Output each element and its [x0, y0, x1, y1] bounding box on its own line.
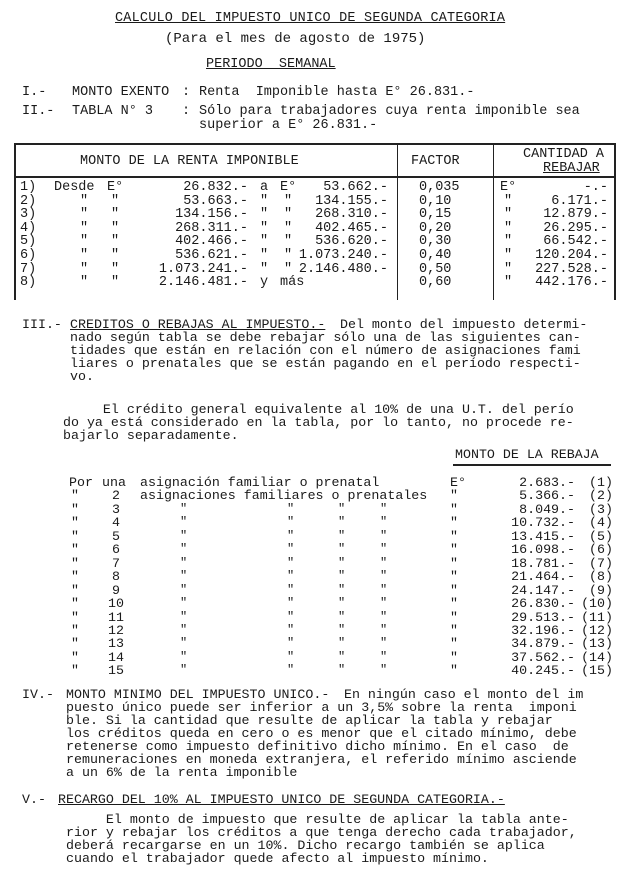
tax-row-factor: 0,30	[419, 234, 452, 250]
tax-row-cur2: "	[284, 220, 293, 236]
rebaja-row-por: "	[71, 596, 79, 612]
rebaja-row-amount: 24.147.-	[511, 582, 575, 598]
tax-row-cur2: "	[284, 207, 293, 223]
rebaja-row-count: 5	[112, 528, 120, 544]
section-5-line: cuando el trabajador quede afecto al impuesto mínimo.	[66, 851, 489, 866]
ditto-mark: "	[180, 569, 188, 584]
column-divider	[493, 145, 494, 300]
section-1-label: MONTO EXENTO	[72, 85, 170, 100]
rebaja-row-idx: (5)	[589, 528, 613, 544]
rebaja-row-desc: asignación familiar o prenatal	[140, 475, 380, 490]
section-5-heading: RECARGO DEL 10% AL IMPUESTO UNICO DE SEGUNDA CATEGORIA.-	[58, 792, 505, 807]
rebaja-row-amount: 37.562.-	[511, 649, 575, 665]
tax-row-cur2: E°	[280, 180, 297, 195]
ditto-mark: "	[287, 569, 295, 584]
ditto-mark: "	[338, 596, 346, 611]
tax-row-rebajar: 442.176.-	[535, 275, 608, 291]
rebaja-row-cur: E°	[450, 475, 466, 490]
tax-row-desde: "	[80, 220, 89, 236]
tax-row-cur: "	[111, 275, 120, 291]
rebaja-row-amount: 21.464.-	[511, 569, 575, 585]
rebaja-row-por: "	[71, 636, 79, 652]
rebaja-row-idx: (13)	[581, 636, 613, 652]
rebaja-row-count: una	[102, 475, 126, 490]
ditto-mark: "	[287, 555, 295, 570]
tax-row-rebajar: 227.528.-	[535, 261, 608, 277]
ditto-mark: "	[338, 582, 346, 597]
rebaja-header-underline	[453, 464, 611, 466]
ditto-mark: "	[287, 609, 295, 624]
ditto-mark: "	[287, 515, 295, 530]
rebaja-row-cur: "	[450, 515, 458, 531]
tax-row-rebajar: 66.542.-	[543, 234, 608, 250]
tax-row-n: 2)	[20, 193, 37, 209]
rebaja-row-por: "	[71, 609, 79, 625]
tax-row-factor: 0,50	[419, 261, 452, 277]
rebaja-row-amount: 5.366.-	[519, 488, 575, 504]
section-1-separator: :	[182, 85, 191, 100]
rebaja-row-count: 4	[112, 515, 120, 531]
tax-row-a: "	[260, 220, 269, 236]
section-3-para2-line: El crédito general equivalente al 10% de una U.T. del perío	[63, 402, 574, 417]
ditto-mark: "	[380, 528, 388, 543]
section-2-number: II.-	[22, 104, 55, 119]
rebaja-row-count: 6	[112, 542, 120, 558]
tax-row-rebajar: 120.204.-	[535, 248, 608, 263]
rebaja-row-cur: "	[450, 582, 458, 598]
tax-row-cur2: "	[284, 261, 293, 277]
rebaja-row-por: "	[71, 555, 79, 571]
tax-row-a: y	[260, 275, 269, 291]
tax-row-from: 268.311.-	[175, 220, 248, 236]
ditto-mark: "	[287, 501, 295, 516]
tax-row-to: 268.310.-	[315, 207, 388, 223]
tax-row-cur: E°	[107, 180, 124, 195]
section-4-line: puesto único puede ser inferior a un 3,5% sobre la renta imponi	[66, 700, 577, 715]
rebaja-row-count: 12	[108, 622, 124, 638]
header-cantidad-line2: REBAJAR	[543, 161, 600, 176]
rebaja-row-por: "	[71, 622, 79, 638]
tax-row-from: 402.466.-	[175, 234, 248, 250]
ditto-mark: "	[338, 663, 346, 678]
rebaja-row-amount: 26.830.-	[511, 596, 575, 612]
ditto-mark: "	[338, 636, 346, 651]
tax-row-cur: "	[111, 193, 120, 209]
ditto-mark: "	[338, 555, 346, 570]
section-3-line: liares o prenatales que se están pagando en el período respecti-	[70, 356, 581, 371]
rebaja-row-idx: (15)	[581, 663, 613, 679]
column-divider	[397, 145, 398, 300]
section-4-line: ble. Si la cantidad que resulte de aplicar la tabla y rebajar	[66, 713, 553, 728]
rebaja-row-cur: "	[450, 528, 458, 544]
rebaja-row-idx: (12)	[581, 622, 613, 638]
header-monto: MONTO DE LA RENTA IMPONIBLE	[80, 154, 299, 169]
ditto-mark: "	[338, 569, 346, 584]
ditto-mark: "	[338, 501, 346, 516]
section-3-heading: CREDITOS O REBAJAS AL IMPUESTO.-	[70, 317, 326, 332]
tax-row-desde: "	[80, 234, 89, 250]
tax-row-n: 1)	[20, 180, 37, 195]
rebaja-row-count: 15	[108, 663, 124, 679]
ditto-mark: "	[180, 596, 188, 611]
rebaja-row-por: "	[71, 488, 79, 504]
ditto-mark: "	[287, 582, 295, 597]
ditto-mark: "	[287, 663, 295, 678]
section-4-number: IV.-	[22, 687, 54, 702]
tax-row-cur3: "	[504, 193, 513, 209]
rebaja-row-por: "	[71, 542, 79, 558]
tax-row-rebajar: 26.295.-	[543, 220, 608, 236]
rebaja-row-amount: 8.049.-	[519, 501, 575, 517]
tax-row-factor: 0,60	[419, 275, 452, 291]
section-3-para2-line: bajarlo separadamente.	[63, 428, 239, 443]
tax-row-from: 1.073.241.-	[158, 261, 248, 277]
ditto-mark: "	[180, 542, 188, 557]
tax-row-n: 3)	[20, 207, 37, 223]
tax-row-cur2: más	[280, 275, 305, 291]
ditto-mark: "	[287, 649, 295, 664]
section-5-line: rior y rebajar los créditos a que tenga derecho cada trabajador,	[66, 825, 577, 840]
section-4-heading: MONTO MINIMO DEL IMPUESTO UNICO.-	[66, 687, 330, 702]
rebaja-row-count: 9	[112, 582, 120, 598]
rebaja-row-por: "	[71, 663, 79, 679]
tax-row-n: 8)	[20, 275, 37, 291]
ditto-mark: "	[380, 569, 388, 584]
rebaja-row-count: 2	[112, 488, 120, 504]
section-3-line: vo.	[70, 369, 94, 384]
section-3-para2-line: do ya está considerado en la tabla, por lo tanto, no procede re-	[63, 415, 574, 430]
section-4-line: los créditos queda en cero o es menor que el citado mínimo, debe	[66, 726, 577, 741]
tax-row-from: 2.146.481.-	[158, 275, 248, 291]
tax-row-factor: 0,15	[419, 207, 452, 223]
rebaja-row-por: "	[71, 569, 79, 585]
tax-row-cur2: "	[284, 193, 293, 209]
rebaja-row-desc: asignaciones familiares o prenatales	[140, 488, 428, 504]
rebaja-row-cur: "	[450, 596, 458, 612]
ditto-mark: "	[380, 663, 388, 678]
ditto-mark: "	[180, 555, 188, 570]
tax-row-cur3: "	[504, 207, 513, 223]
tax-row-factor: 0,40	[419, 248, 452, 263]
ditto-mark: "	[180, 663, 188, 678]
document-title: CALCULO DEL IMPUESTO UNICO DE SEGUNDA CATEGORIA	[115, 11, 506, 26]
ditto-mark: "	[380, 501, 388, 516]
ditto-mark: "	[180, 501, 188, 516]
rebaja-row-cur: "	[450, 555, 458, 571]
section-2-label: TABLA N° 3	[72, 104, 154, 119]
tax-row-cur3: "	[504, 234, 513, 250]
section-5-number: V.-	[22, 792, 46, 807]
ditto-mark: "	[380, 542, 388, 557]
tax-row-cur3: "	[504, 275, 513, 291]
ditto-mark: "	[180, 515, 188, 530]
rebaja-row-cur: "	[450, 501, 458, 517]
section-3-number: III.-	[22, 317, 62, 332]
rebaja-row-por: Por	[69, 475, 93, 490]
ditto-mark: "	[338, 649, 346, 664]
tax-row-a: a	[260, 180, 269, 195]
tax-row-desde: "	[80, 261, 89, 277]
section-4-line: En ningún caso el monto del im	[336, 687, 584, 702]
tax-row-from: 536.621.-	[175, 248, 248, 263]
rebaja-row-idx: (3)	[589, 501, 613, 517]
tax-row-n: 7)	[20, 261, 37, 277]
tax-row-desde: "	[80, 193, 89, 209]
tax-row-from: 134.156.-	[175, 207, 248, 223]
ditto-mark: "	[338, 528, 346, 543]
rebaja-row-cur: "	[450, 488, 458, 504]
tax-row-a: "	[260, 234, 269, 250]
ditto-mark: "	[287, 542, 295, 557]
rebaja-row-por: "	[71, 528, 79, 544]
rebaja-row-count: 7	[112, 555, 120, 571]
ditto-mark: "	[180, 622, 188, 637]
rebaja-row-amount: 34.879.-	[511, 636, 575, 652]
tax-row-cur3: E°	[500, 180, 517, 195]
rebaja-row-cur: "	[450, 649, 458, 665]
ditto-mark: "	[338, 609, 346, 624]
ditto-mark: "	[287, 622, 295, 637]
tax-row-cur: "	[111, 261, 120, 277]
tax-table	[14, 143, 616, 300]
section-4-line: remuneraciones en moneda extranjera, el referido mínimo asciende	[66, 752, 577, 767]
tax-row-cur: "	[111, 234, 120, 250]
ditto-mark: "	[380, 515, 388, 530]
rebaja-row-count: 3	[112, 501, 120, 517]
rebaja-row-cur: "	[450, 609, 458, 625]
rebaja-header: MONTO DE LA REBAJA	[455, 447, 599, 462]
rebaja-row-idx: (2)	[589, 488, 613, 504]
ditto-mark: "	[287, 636, 295, 651]
tax-row-from: 53.663.-	[183, 193, 248, 209]
tax-row-to: 53.662.-	[323, 180, 388, 195]
section-4-line: retenerse como impuesto definitivo dicho mínimo. En el caso de	[66, 739, 569, 754]
tax-row-desde: "	[80, 207, 89, 223]
tax-row-n: 4)	[20, 220, 37, 236]
rebaja-row-cur: "	[450, 663, 458, 679]
tax-row-factor: 0,10	[419, 193, 452, 209]
tax-row-cur3: "	[504, 220, 513, 236]
section-5-line: El monto de impuesto que resulte de aplicar la tabla ante-	[66, 812, 569, 827]
tax-row-desde: Desde	[54, 180, 95, 195]
tax-row-cur3: "	[504, 248, 513, 263]
ditto-mark: "	[380, 622, 388, 637]
tax-row-to: 536.620.-	[315, 234, 388, 250]
ditto-mark: "	[338, 622, 346, 637]
rebaja-row-cur: "	[450, 542, 458, 558]
rebaja-row-count: 11	[108, 609, 124, 625]
rebaja-row-por: "	[71, 649, 79, 665]
section-2-text-line1: Sólo para trabajadores cuya renta imponible sea	[199, 104, 580, 119]
rebaja-row-count: 14	[108, 649, 124, 665]
rebaja-row-idx: (6)	[589, 542, 613, 558]
tax-row-cur3: "	[504, 261, 513, 277]
tax-row-to: 134.155.-	[315, 193, 388, 209]
ditto-mark: "	[380, 596, 388, 611]
ditto-mark: "	[180, 636, 188, 651]
tax-row-a: "	[260, 193, 269, 209]
rebaja-row-amount: 40.245.-	[511, 663, 575, 679]
tax-row-cur: "	[111, 220, 120, 236]
tax-row-cur2: "	[284, 234, 293, 250]
tax-row-n: 6)	[20, 248, 37, 263]
ditto-mark: "	[180, 582, 188, 597]
ditto-mark: "	[380, 609, 388, 624]
tax-row-n: 5)	[20, 234, 37, 250]
tax-row-from: 26.832.-	[183, 180, 248, 195]
rebaja-row-amount: 10.732.-	[511, 515, 575, 531]
tax-row-factor: 0,20	[419, 220, 452, 236]
ditto-mark: "	[287, 596, 295, 611]
rebaja-row-count: 8	[112, 569, 120, 585]
rebaja-row-cur: "	[450, 622, 458, 638]
section-2-separator: :	[182, 104, 191, 119]
tax-row-desde: "	[80, 248, 89, 263]
section-3-line: tidades que están en relación con el número de asignaciones fami	[70, 343, 581, 358]
rebaja-row-idx: (1)	[589, 475, 613, 490]
rebaja-row-por: "	[71, 515, 79, 531]
section-5-line: deberá recargarse en un 10%. Dicho recargo también se aplica	[66, 838, 545, 853]
tax-row-to: 402.465.-	[315, 220, 388, 236]
tax-row-rebajar: -.-	[583, 180, 608, 195]
rebaja-row-idx: (10)	[581, 596, 613, 612]
ditto-mark: "	[180, 649, 188, 664]
rebaja-row-count: 10	[108, 596, 124, 612]
ditto-mark: "	[338, 542, 346, 557]
rebaja-row-idx: (4)	[589, 515, 613, 531]
tax-row-factor: 0,035	[419, 180, 460, 195]
tax-row-cur2: "	[284, 248, 293, 263]
section-1-text: Renta Imponible hasta E° 26.831.-	[199, 85, 475, 100]
ditto-mark: "	[380, 555, 388, 570]
section-1-number: I.-	[22, 85, 47, 100]
rebaja-row-amount: 2.683.-	[519, 475, 575, 490]
tax-row-cur: "	[111, 248, 120, 263]
rebaja-row-amount: 16.098.-	[511, 542, 575, 558]
rebaja-row-idx: (14)	[581, 649, 613, 665]
ditto-mark: "	[180, 609, 188, 624]
tax-row-to: 2.146.480.-	[298, 261, 388, 277]
rebaja-row-idx: (7)	[589, 555, 613, 571]
section-4-line: a un 6% de la renta imponible	[66, 765, 298, 780]
rebaja-row-amount: 32.196.-	[511, 622, 575, 638]
tax-row-to: 1.073.240.-	[298, 248, 388, 263]
rebaja-row-amount: 29.513.-	[511, 609, 575, 625]
rebaja-row-por: "	[71, 582, 79, 598]
rebaja-row-por: "	[71, 501, 79, 517]
ditto-mark: "	[380, 649, 388, 664]
tax-row-desde: "	[80, 275, 89, 291]
tax-row-rebajar: 6.171.-	[551, 193, 608, 209]
section-3-line: nado según tabla se debe rebajar sólo una de las siguientes can-	[70, 330, 581, 345]
rebaja-row-idx: (11)	[581, 609, 613, 625]
tax-row-a: "	[260, 248, 269, 263]
rebaja-row-idx: (9)	[589, 582, 613, 598]
section-2-text-line2: superior a E° 26.831.-	[199, 118, 378, 133]
ditto-mark: "	[380, 636, 388, 651]
rebaja-row-cur: "	[450, 636, 458, 652]
tax-row-rebajar: 12.879.-	[543, 207, 608, 223]
ditto-mark: "	[287, 528, 295, 543]
rebaja-row-amount: 13.415.-	[511, 528, 575, 544]
ditto-mark: "	[338, 515, 346, 530]
tax-row-cur: "	[111, 207, 120, 223]
rebaja-row-idx: (8)	[589, 569, 613, 585]
tax-row-a: "	[260, 261, 269, 277]
header-cantidad-line1: CANTIDAD A	[523, 147, 605, 162]
rebaja-row-amount: 18.781.-	[511, 555, 575, 571]
section-3-line: Del monto del impuesto determi-	[332, 317, 588, 332]
period-heading: PERIODO SEMANAL	[206, 57, 336, 72]
rebaja-row-count: 13	[108, 636, 124, 652]
tax-row-a: "	[260, 207, 269, 223]
rebaja-row-cur: "	[450, 569, 458, 585]
table-header-divider	[16, 176, 614, 178]
document-subtitle: (Para el mes de agosto de 1975)	[165, 31, 426, 47]
header-factor: FACTOR	[411, 154, 460, 169]
ditto-mark: "	[380, 582, 388, 597]
ditto-mark: "	[180, 528, 188, 543]
